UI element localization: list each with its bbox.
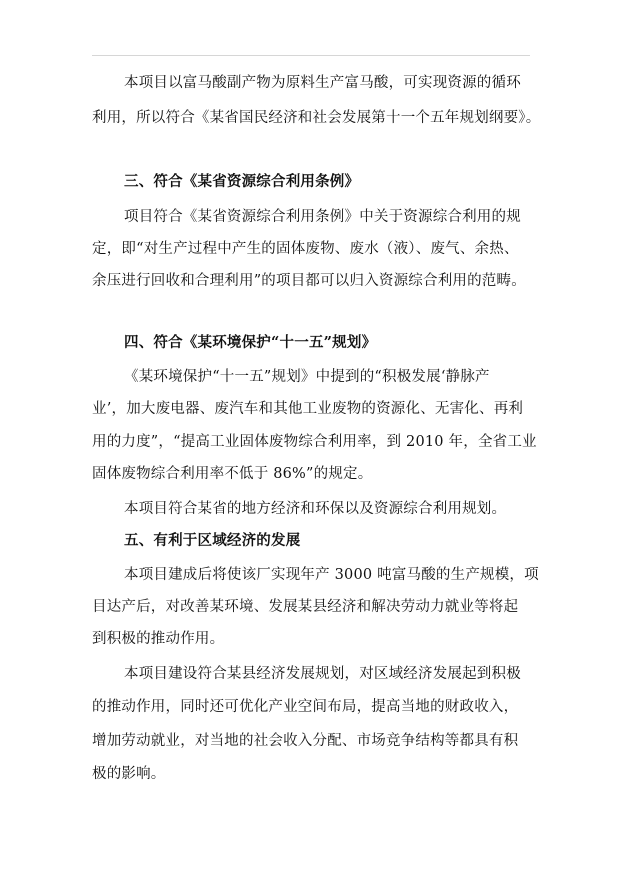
paragraph-4: 本项目符合某省的地方经济和环保以及资源综合利用规划。: [124, 501, 507, 517]
paragraph-6-line-2: 的推动作用，同时还可优化产业空间布局，提高当地的财政收入，: [92, 699, 519, 715]
header-rule: [92, 55, 530, 56]
paragraph-2-line-1: 项目符合《某省资源综合利用条例》中关于资源综合利用的规: [124, 209, 521, 225]
paragraph-6-line-1: 本项目建设符合某县经济发展规划，对区域经济发展起到积极: [124, 666, 521, 682]
paragraph-2-line-3: 余压进行回收和合理利用”的项目都可以归入资源综合利用的范畴。: [92, 273, 526, 289]
paragraph-3-line-3: 用的力度”，“提高工业固体废物综合利用率，到 2010 年，全省工业: [92, 434, 537, 450]
paragraph-1-line-2: 利用，所以符合《某省国民经济和社会发展第十一个五年规划纲要》。: [92, 110, 541, 126]
paragraph-3-line-2: 业’，加大废电器、废汽车和其他工业废物的资源化、无害化、再利: [92, 401, 524, 417]
paragraph-6-line-3: 增加劳动就业，对当地的社会收入分配、市场竞争结构等都具有积: [92, 733, 519, 749]
paragraph-5-line-2: 目达产后，对改善某环境、发展某县经济和解决劳动力就业等将起: [92, 599, 519, 615]
paragraph-3-line-4: 固体废物综合利用率不低于 86%”的规定。: [92, 466, 373, 482]
paragraph-1-line-1: 本项目以富马酸副产物为原料生产富马酸，可实现资源的循环: [124, 75, 521, 91]
section-5-heading: 五、有利于区域经济的发展: [124, 532, 301, 549]
paragraph-5-line-1: 本项目建成后将使该厂实现年产 3000 吨富马酸的生产规模，项: [124, 567, 539, 583]
paragraph-3-line-1: 《某环境保护“十一五”规划》中提到的“积极发展‘静脉产: [124, 369, 490, 385]
paragraph-2-line-2: 定，即“对生产过程中产生的固体废物、废水（液）、废气、余热、: [92, 241, 519, 257]
section-4-heading: 四、符合《某环境保护“十一五”规划》: [124, 334, 377, 351]
section-3-heading: 三、符合《某省资源综合利用条例》: [124, 173, 360, 190]
paragraph-5-line-3: 到积极的推动作用。: [92, 631, 225, 647]
paragraph-6-line-4: 极的影响。: [92, 766, 166, 782]
